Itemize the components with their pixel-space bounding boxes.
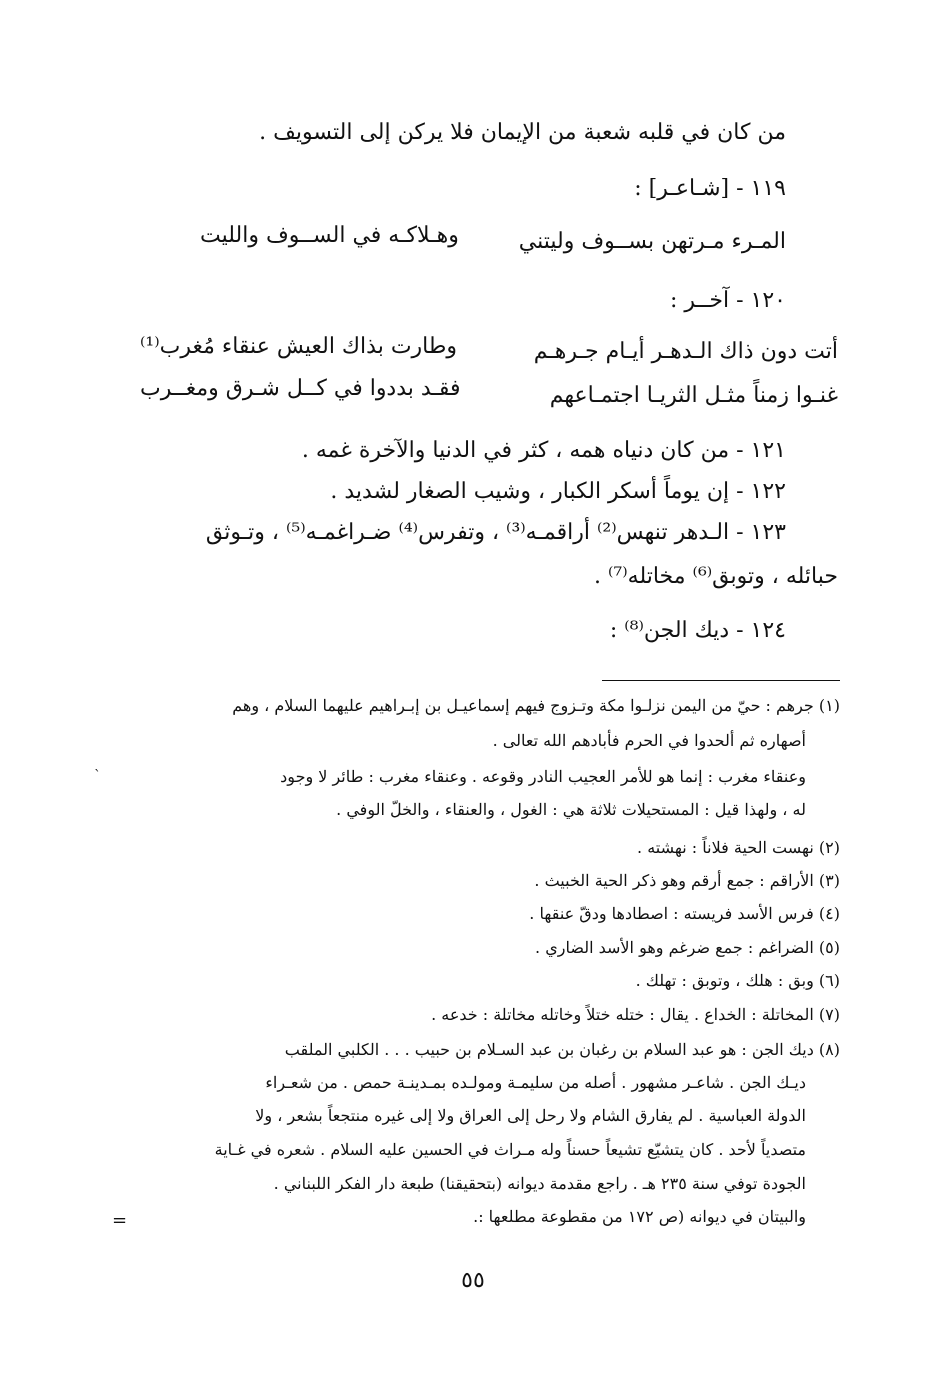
footnote-8-continued: الدولة العباسية . لم يفارق الشام ولا رحل إلى العراق ولا إلى غيره منتجعاً بشعر ، ولا: [255, 1106, 806, 1125]
footnote-3: (٣) الأراقم : جمع أرقم وهو ذكر الحية الخبيث .: [534, 871, 840, 890]
footnote-8: (٨) ديك الجن : هو عبد السلام بن رغبان بن عبد السـلام بن حبيب . . . الكلبي الملقب: [284, 1040, 840, 1059]
entry-heading-120: ١٢٠ - آخــر :: [669, 288, 786, 313]
footnote-1: (١) جرهم : حيّ من اليمن نزلـوا مكة وتـزوج فيهم إسماعيـل بن إبـراهيم عليهما السلام ، وهم: [232, 696, 840, 715]
entry-heading-124: ١٢٤ - ديك الجن⁽⁸⁾ :: [609, 618, 786, 643]
verse-hemistich-left: وطارت بذاك العيش عنقاء مُغرب⁽¹⁾: [140, 334, 458, 359]
entry-121: ١٢١ - من كان دنياه همه ، كثر في الدنيا والآخرة غمه .: [301, 438, 786, 463]
footnote-separator: [602, 680, 840, 681]
footnote-2: (٢) نهست الحية فلاناً : نهشته .: [637, 838, 840, 857]
entry-123: ١٢٣ - الـدهر تنهس⁽²⁾ أراقمـه⁽³⁾ ، وتفرس⁽⁴⁾ ضـراغمـه⁽⁵⁾ ، وتـوثق: [205, 520, 786, 545]
footnote-8-continued: والبيتان في ديوانه (ص ١٧٢ من مقطوعة مطلعها :.: [473, 1207, 806, 1226]
entry-122: ١٢٢ - إن يوماً أسكر الكبار ، وشيب الصغار لشديد .: [330, 479, 786, 504]
verse-hemistich-right: أتت دون ذاك الـدهـر أيـام جـرهـم: [533, 339, 838, 364]
footnote-1-continued: وعنقاء مغرب : إنما هو للأمر العجيب النادر وقوعه . وعنقاء مغرب : طائر لا وجود: [280, 767, 806, 786]
continuation-mark: =: [112, 1210, 128, 1231]
footnote-8-continued: ديـك الجن . شاعـر مشهور . أصله من سليمـة ومولـده بمـدينـة حمص . من شعـراء: [265, 1073, 806, 1092]
entry-heading-119: ١١٩ - [شـاعـر] :: [634, 176, 786, 201]
page-number: ٥٥: [461, 1268, 485, 1293]
footnote-1-continued: له ، ولهذا قيل : المستحيلات ثلاثة هي : الغول ، والعنقاء ، والخلّ الوفي .: [336, 800, 806, 819]
entry-123-continued: حبائله ، وتوبق⁽⁶⁾ مخاتله⁽⁷⁾ .: [594, 564, 838, 589]
footnote-7: (٧) المخاتلة : الخداع . يقال : ختله ختلاً وخاتله مخاتلة : خدعه .: [431, 1005, 840, 1024]
footnote-4: (٤) فرس الأسد فريسته : اصطادها ودقّ عنقها .: [529, 904, 840, 923]
verse-hemistich-left: وهـلاكـه في الســوف والليت: [200, 223, 459, 248]
verse-hemistich-right: المـرء مـرتهن بســوف وليتني: [518, 229, 786, 254]
footnote-6: (٦) وبق : هلك ، وتوبق : تهلك .: [635, 971, 840, 990]
stray-mark: `: [94, 768, 101, 784]
footnote-8-continued: الجودة توفي سنة ٢٣٥ هـ . راجع مقدمة ديوانه (بتحقيقنا) طبعة دار الفكر اللبناني .: [273, 1174, 806, 1193]
verse-hemistich-left: فقـد بددوا في كــل شـرق ومغــرب: [140, 376, 461, 401]
footnote-5: (٥) الضراغم : جمع ضرغم وهو الأسد الضاري .: [535, 938, 840, 957]
text-line: من كان في قلبه شعبة من الإيمان فلا يركن إلى التسويف .: [259, 120, 786, 145]
footnote-8-continued: متصدياً لأحد . كان يتشيّع تشيعاً حسناً وله مـراث في الحسين عليه السلام . شعره في غـاية: [214, 1140, 806, 1159]
footnote-1-continued: أصهاره ثم ألحدوا في الحرم فأبادهم الله تعالى .: [492, 731, 806, 750]
verse-hemistich-right: غنـوا زمناً مثـل الثريـا اجتمـاعهم: [549, 383, 838, 408]
